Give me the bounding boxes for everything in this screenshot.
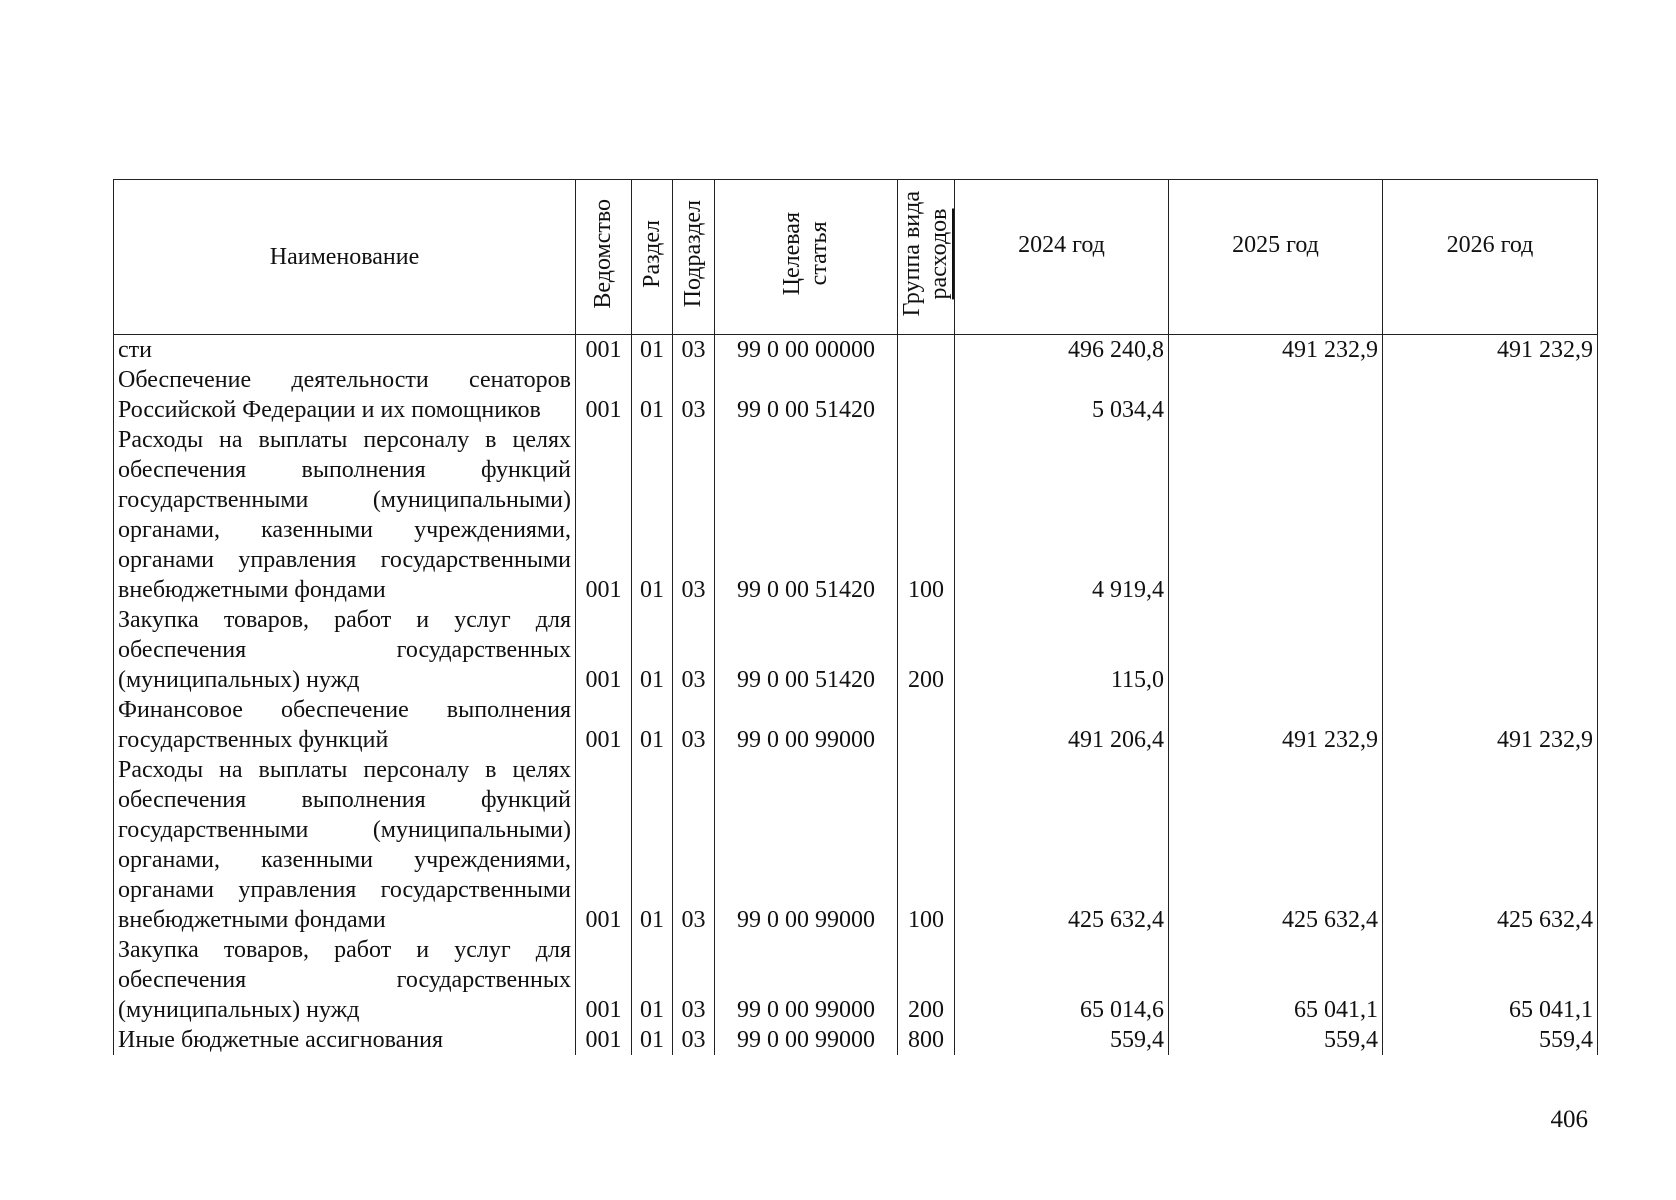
row-2026: 425 632,4 — [1383, 755, 1598, 935]
row-section: 01 — [632, 335, 673, 366]
row-target: 99 0 00 51420 — [715, 365, 898, 425]
row-2024: 559,4 — [955, 1025, 1169, 1055]
row-subsection: 03 — [673, 755, 715, 935]
row-section: 01 — [632, 1025, 673, 1055]
row-target: 99 0 00 51420 — [715, 605, 898, 695]
row-group: 200 — [898, 605, 955, 695]
row-2025: 491 232,9 — [1169, 695, 1383, 755]
table-row — [114, 605, 1598, 695]
row-subsection: 03 — [673, 425, 715, 605]
row-group — [898, 365, 955, 425]
row-department: 001 — [576, 935, 632, 1025]
row-subsection: 03 — [673, 335, 715, 366]
row-name: Закупка товаров, работ и услуг для обеспечения государственных (муниципальных) нужд — [114, 935, 576, 1025]
table-row — [114, 1025, 1598, 1055]
row-2024: 496 240,8 — [955, 335, 1169, 366]
header-target: Целевая статья — [715, 180, 898, 335]
table-row — [114, 335, 1598, 366]
table-row — [114, 365, 1598, 425]
row-target: 99 0 00 99000 — [715, 935, 898, 1025]
row-section: 01 — [632, 755, 673, 935]
table-row — [114, 935, 1598, 1025]
table-row — [114, 695, 1598, 755]
row-department: 001 — [576, 425, 632, 605]
row-department: 001 — [576, 755, 632, 935]
row-department: 001 — [576, 365, 632, 425]
row-target: 99 0 00 99000 — [715, 755, 898, 935]
row-name: Расходы на выплаты персоналу в целях обеспечения выполнения функций государственными (муниципальными) органами, казенными учреждениями, органами управления государственными внебюджетными фондами — [114, 425, 576, 605]
row-department: 001 — [576, 695, 632, 755]
row-section: 01 — [632, 695, 673, 755]
row-subsection: 03 — [673, 1025, 715, 1055]
row-group: 800 — [898, 1025, 955, 1055]
header-subsection: Подраздел — [673, 180, 715, 335]
budget-table — [113, 179, 1598, 1055]
header-2025: 2025 год — [1169, 180, 1383, 335]
row-group: 100 — [898, 425, 955, 605]
row-2024: 4 919,4 — [955, 425, 1169, 605]
row-target: 99 0 00 99000 — [715, 695, 898, 755]
header-row — [114, 180, 1598, 335]
row-2025 — [1169, 605, 1383, 695]
row-2025: 491 232,9 — [1169, 335, 1383, 366]
row-2026 — [1383, 425, 1598, 605]
table-row — [114, 755, 1598, 935]
row-2024: 65 014,6 — [955, 935, 1169, 1025]
row-section: 01 — [632, 425, 673, 605]
row-2026: 65 041,1 — [1383, 935, 1598, 1025]
row-group — [898, 335, 955, 366]
header-name: Наименование — [114, 180, 576, 335]
header-section: Раздел — [632, 180, 673, 335]
row-subsection: 03 — [673, 935, 715, 1025]
header-2024: 2024 год — [955, 180, 1169, 335]
row-2024: 425 632,4 — [955, 755, 1169, 935]
header-group: Группа вида расходов — [898, 180, 955, 335]
row-department: 001 — [576, 605, 632, 695]
page-number: 406 — [1550, 1106, 1588, 1133]
row-2025: 425 632,4 — [1169, 755, 1383, 935]
row-subsection: 03 — [673, 695, 715, 755]
row-target: 99 0 00 99000 — [715, 1025, 898, 1055]
row-name: Обеспечение деятельности сенаторов Российской Федерации и их помощников — [114, 365, 576, 425]
row-2024: 115,0 — [955, 605, 1169, 695]
row-2025: 65 041,1 — [1169, 935, 1383, 1025]
row-2026: 559,4 — [1383, 1025, 1598, 1055]
row-2026 — [1383, 365, 1598, 425]
row-group: 200 — [898, 935, 955, 1025]
row-name: Финансовое обеспечение выполнения государственных функций — [114, 695, 576, 755]
header-department: Ведомство — [576, 180, 632, 335]
row-2026 — [1383, 605, 1598, 695]
row-target: 99 0 00 51420 — [715, 425, 898, 605]
row-group — [898, 695, 955, 755]
row-name: Расходы на выплаты персоналу в целях обеспечения выполнения функций государственными (муниципальными) органами, казенными учреждениями, органами управления государственными внебюджетными фондами — [114, 755, 576, 935]
row-department: 001 — [576, 1025, 632, 1055]
row-section: 01 — [632, 605, 673, 695]
row-2025 — [1169, 425, 1383, 605]
row-department: 001 — [576, 335, 632, 366]
row-name: сти — [114, 335, 576, 366]
row-section: 01 — [632, 935, 673, 1025]
row-2024: 491 206,4 — [955, 695, 1169, 755]
row-2026: 491 232,9 — [1383, 335, 1598, 366]
row-name: Иные бюджетные ассигнования — [114, 1025, 576, 1055]
row-subsection: 03 — [673, 365, 715, 425]
row-section: 01 — [632, 365, 673, 425]
row-group: 100 — [898, 755, 955, 935]
row-name: Закупка товаров, работ и услуг для обеспечения государственных (муниципальных) нужд — [114, 605, 576, 695]
row-2025 — [1169, 365, 1383, 425]
row-2025: 559,4 — [1169, 1025, 1383, 1055]
row-subsection: 03 — [673, 605, 715, 695]
row-2024: 5 034,4 — [955, 365, 1169, 425]
row-target: 99 0 00 00000 — [715, 335, 898, 366]
row-2026: 491 232,9 — [1383, 695, 1598, 755]
table-row — [114, 425, 1598, 605]
header-2026: 2026 год — [1383, 180, 1598, 335]
